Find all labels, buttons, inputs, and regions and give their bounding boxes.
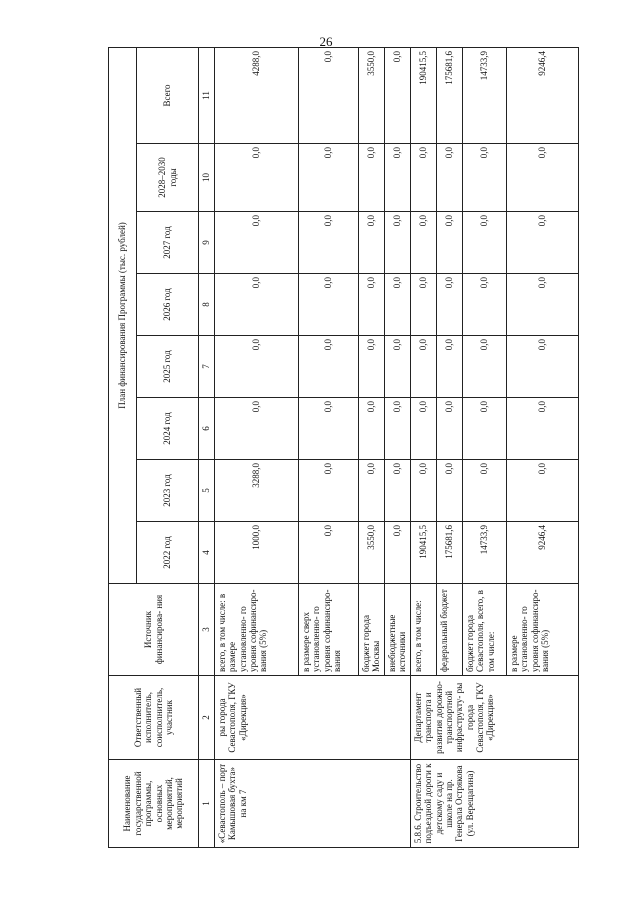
page-number: 26 <box>319 34 333 49</box>
value-total: 4288,0 <box>215 47 299 143</box>
column-number: 5 <box>199 460 215 522</box>
header-2026: 2026 год <box>137 274 199 336</box>
value-2022: 14733,9 <box>463 522 507 584</box>
funding-source: бюджет города Москвы <box>359 584 385 676</box>
value-2028-2030: 0,0 <box>215 144 299 212</box>
value-2028-2030: 0,0 <box>437 144 463 212</box>
value-2028-2030: 0,0 <box>299 144 359 212</box>
value-2026: 0,0 <box>437 274 463 336</box>
value-2023: 0,0 <box>359 460 385 522</box>
value-2028-2030: 0,0 <box>463 144 507 212</box>
header-responsible: Ответственный исполнитель, соисполнитель, участник <box>109 676 199 760</box>
value-2026: 0,0 <box>411 274 437 336</box>
header-2023: 2023 год <box>137 460 199 522</box>
column-number: 8 <box>199 274 215 336</box>
value-total: 0,0 <box>299 47 359 143</box>
value-2024: 0,0 <box>299 398 359 460</box>
value-2028-2030: 0,0 <box>507 144 579 212</box>
value-2023: 0,0 <box>463 460 507 522</box>
value-2024: 0,0 <box>359 398 385 460</box>
value-2028-2030: 0,0 <box>359 144 385 212</box>
header-total: Всего <box>137 47 199 143</box>
value-2023: 0,0 <box>507 460 579 522</box>
value-2026: 0,0 <box>215 274 299 336</box>
column-number: 7 <box>199 336 215 398</box>
value-2022: 3550,0 <box>359 522 385 584</box>
value-2025: 0,0 <box>385 336 411 398</box>
value-2025: 0,0 <box>299 336 359 398</box>
header-name: Наименование государственной программы, основных мероприятий, мероприятий <box>109 760 199 848</box>
value-2024: 0,0 <box>437 398 463 460</box>
value-total: 3550,0 <box>359 47 385 143</box>
value-2024: 0,0 <box>463 398 507 460</box>
header-2024: 2024 год <box>137 398 199 460</box>
value-total: 9246,4 <box>507 47 579 143</box>
value-2027: 0,0 <box>411 212 437 274</box>
column-number: 4 <box>199 522 215 584</box>
responsible-executor: Департамент транспорта и развития дорожно- транспортной инфраструкту- ры города Севастополя, ГКУ «Дирекция» <box>411 676 579 760</box>
value-2022: 0,0 <box>385 522 411 584</box>
header-2028-2030: 2028–2030 годы <box>137 144 199 212</box>
value-2025: 0,0 <box>463 336 507 398</box>
rotated-table-container <box>108 48 578 848</box>
value-2027: 0,0 <box>507 212 579 274</box>
funding-source: всего, в том числе: <box>411 584 437 676</box>
value-2028-2030: 0,0 <box>411 144 437 212</box>
responsible-executor: ры города Севастополя, ГКУ «Дирекция» <box>215 676 411 760</box>
column-number: 6 <box>199 398 215 460</box>
column-number: 11 <box>199 47 215 143</box>
financing-table <box>108 47 579 848</box>
value-2027: 0,0 <box>215 212 299 274</box>
value-2022: 1000,0 <box>215 522 299 584</box>
header-plan: План финансирования Программы (тыс. рублей) <box>109 47 137 583</box>
value-2023: 0,0 <box>437 460 463 522</box>
column-number: 9 <box>199 212 215 274</box>
activity-name: 5.8.6. Строительство подъездной дороги к детскому саду и школе на пр. Генерала Острякова (ул. Верещагина) <box>411 760 579 848</box>
value-2023: 0,0 <box>385 460 411 522</box>
table-row <box>411 47 437 847</box>
value-2027: 0,0 <box>437 212 463 274</box>
value-2022: 9246,4 <box>507 522 579 584</box>
activity-name: «Севастополь – порт Камышовая бухта» на км 7 <box>215 760 411 848</box>
table-row <box>215 47 299 847</box>
value-2024: 0,0 <box>215 398 299 460</box>
value-2022: 0,0 <box>299 522 359 584</box>
value-2026: 0,0 <box>463 274 507 336</box>
value-2028-2030: 0,0 <box>385 144 411 212</box>
value-2025: 0,0 <box>411 336 437 398</box>
value-2023: 0,0 <box>299 460 359 522</box>
header-source: Источник финансирова- ния <box>109 584 199 676</box>
funding-source: в размере сверх установленно- го уровня софинансиро- вания <box>299 584 359 676</box>
value-2022: 175681,6 <box>437 522 463 584</box>
value-total: 0,0 <box>385 47 411 143</box>
value-2024: 0,0 <box>411 398 437 460</box>
funding-source: внебюджетные источники <box>385 584 411 676</box>
value-2024: 0,0 <box>507 398 579 460</box>
value-2027: 0,0 <box>385 212 411 274</box>
column-number: 3 <box>199 584 215 676</box>
column-number: 1 <box>199 760 215 848</box>
value-total: 190415,5 <box>411 47 437 143</box>
value-2023: 3288,0 <box>215 460 299 522</box>
value-2027: 0,0 <box>359 212 385 274</box>
value-2026: 0,0 <box>507 274 579 336</box>
value-total: 175681,6 <box>437 47 463 143</box>
funding-source: федеральный бюджет <box>437 584 463 676</box>
funding-source: бюджет города Севастополя, всего, в том числе: <box>463 584 507 676</box>
value-2025: 0,0 <box>507 336 579 398</box>
value-2026: 0,0 <box>299 274 359 336</box>
funding-source: в размере установленно- го уровня софинансиро- вания (5%) <box>507 584 579 676</box>
column-number: 2 <box>199 676 215 760</box>
header-2025: 2025 год <box>137 336 199 398</box>
value-2025: 0,0 <box>437 336 463 398</box>
value-2026: 0,0 <box>385 274 411 336</box>
value-2027: 0,0 <box>299 212 359 274</box>
value-2026: 0,0 <box>359 274 385 336</box>
value-2022: 190415,5 <box>411 522 437 584</box>
funding-source: всего, в том числе: в размере установленно- го уровня софинансиро- вания (5%) <box>215 584 299 676</box>
column-numbers-row <box>199 47 215 847</box>
value-2027: 0,0 <box>463 212 507 274</box>
value-2025: 0,0 <box>215 336 299 398</box>
header-2027: 2027 год <box>137 212 199 274</box>
header-2022: 2022 год <box>137 522 199 584</box>
value-2025: 0,0 <box>359 336 385 398</box>
value-total: 14733,9 <box>463 47 507 143</box>
value-2023: 0,0 <box>411 460 437 522</box>
column-number: 10 <box>199 144 215 212</box>
value-2024: 0,0 <box>385 398 411 460</box>
